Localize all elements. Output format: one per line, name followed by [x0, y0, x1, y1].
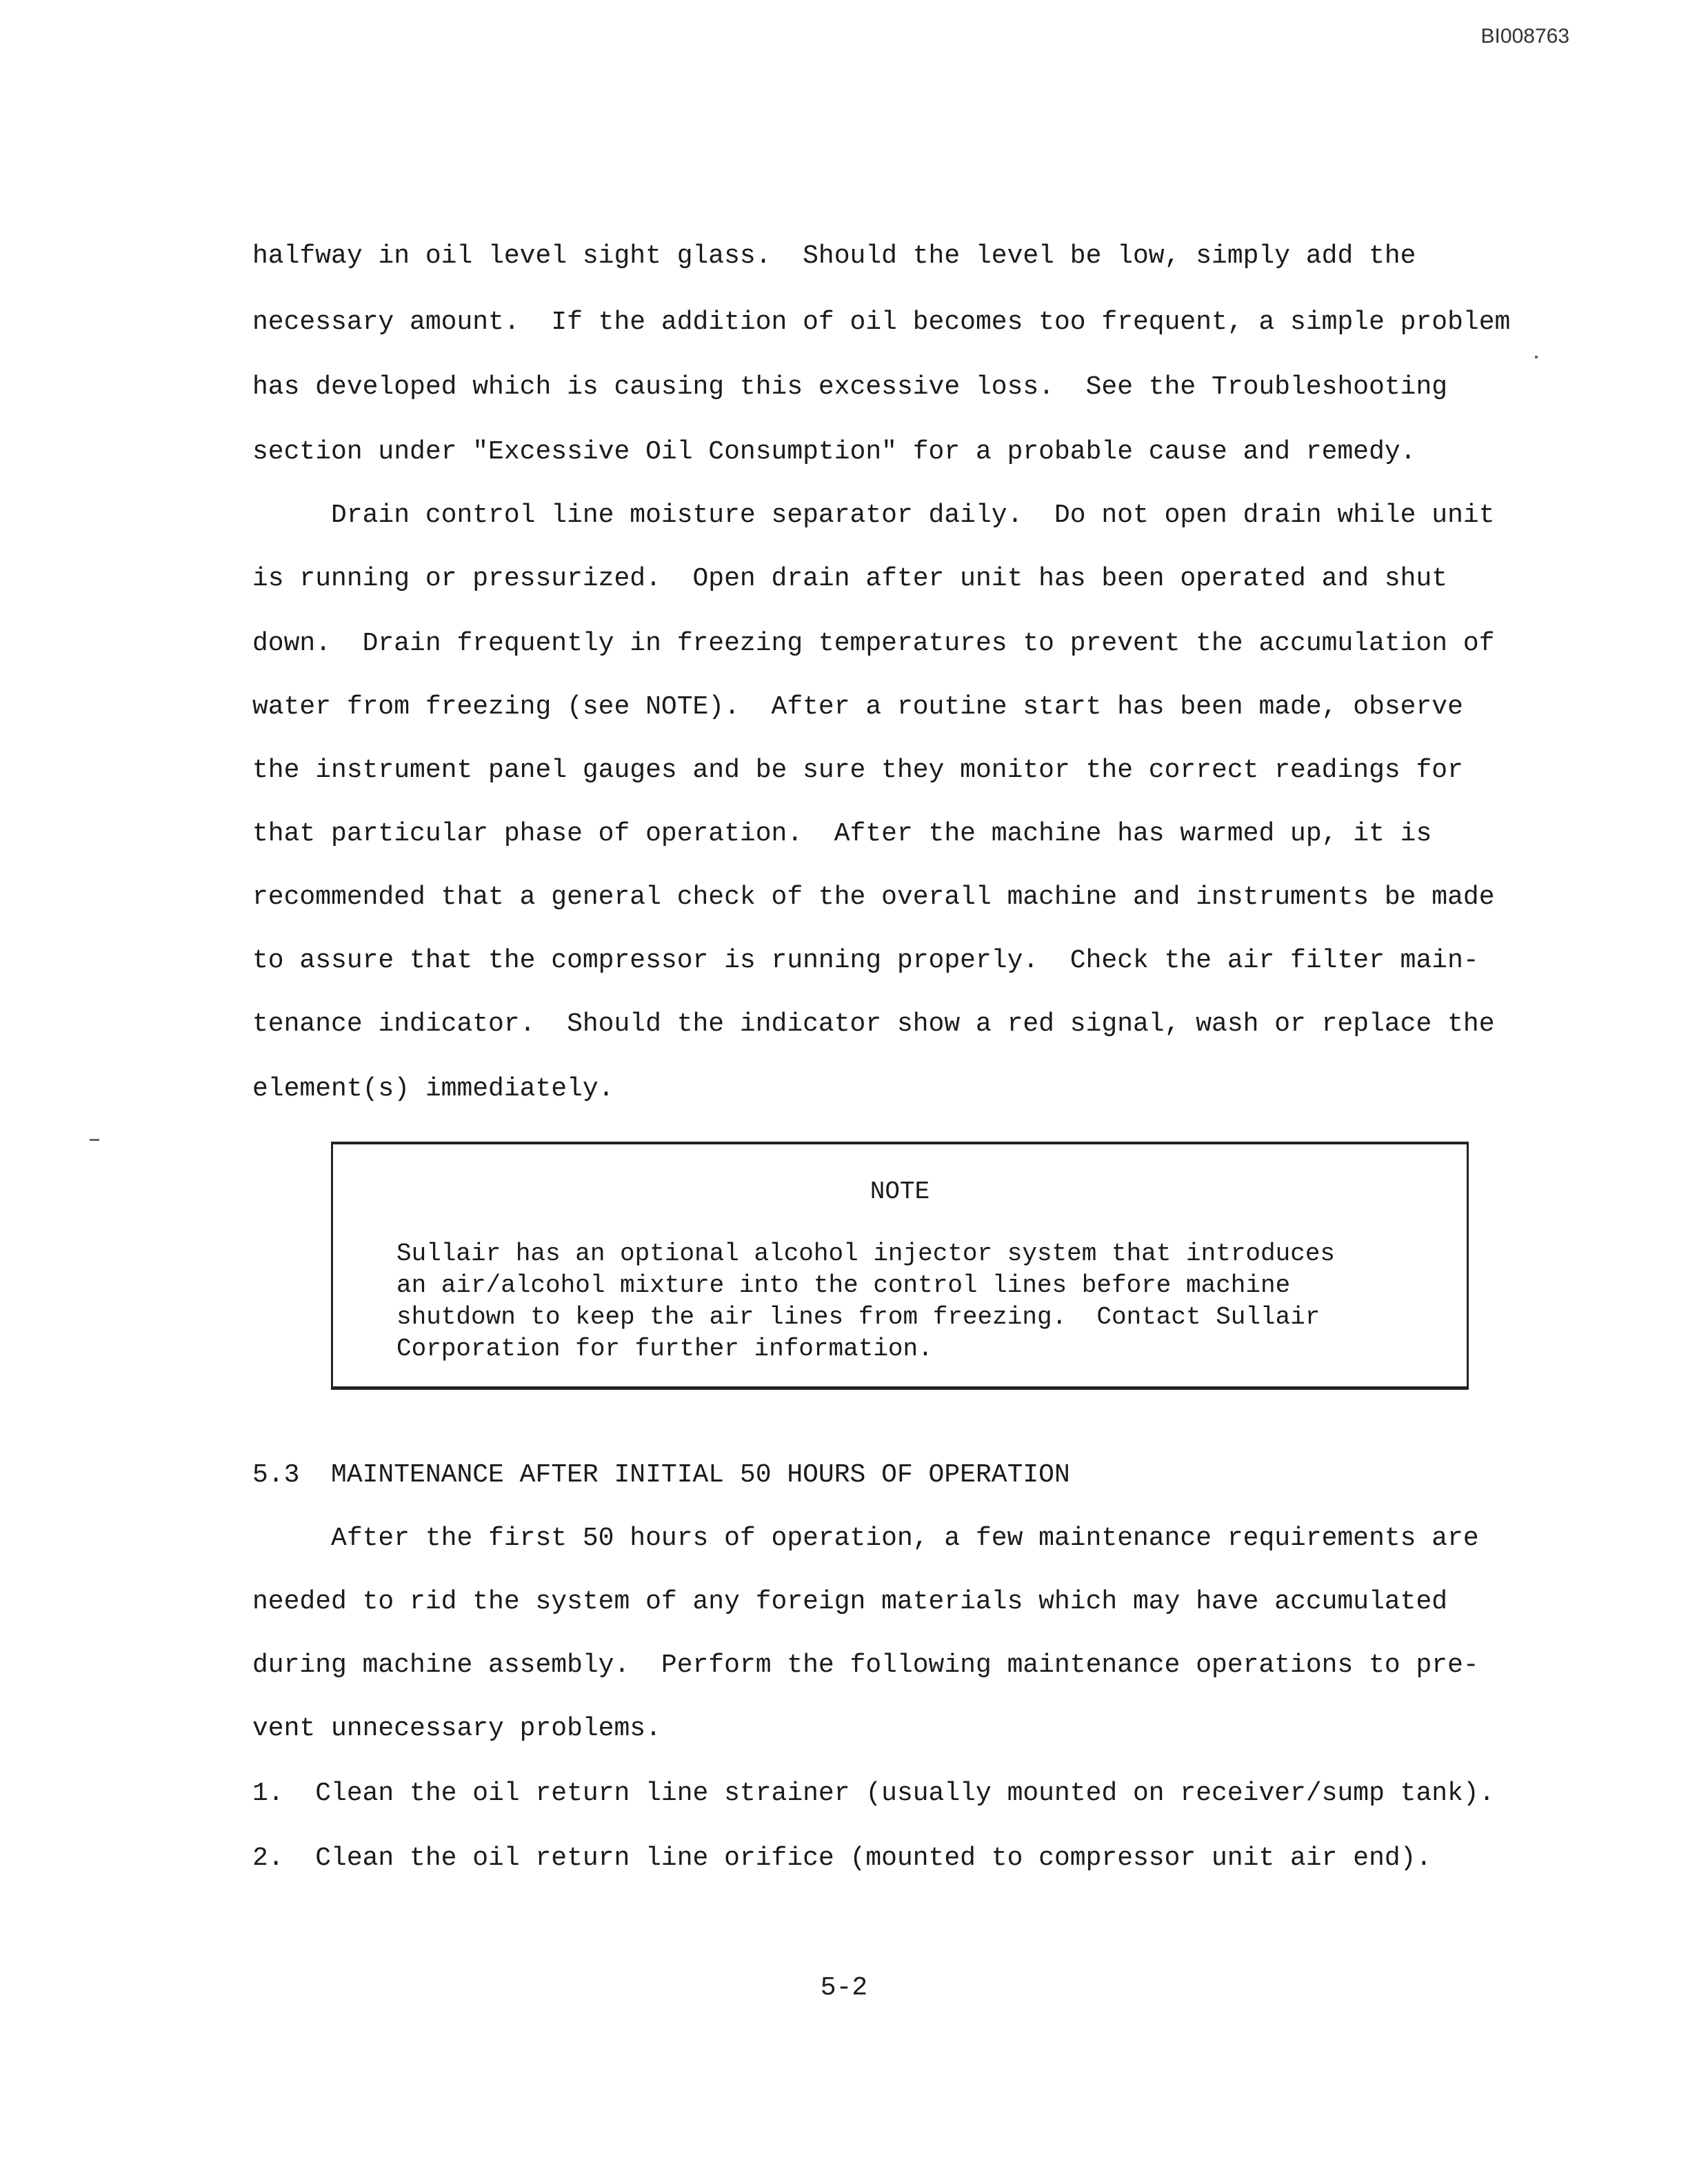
body-line: to assure that the compressor is running properly. Check the air filter main-	[252, 946, 1479, 975]
page-number: 5-2	[820, 1973, 868, 2003]
note-line: Sullair has an optional alcohol injector system that introduces	[396, 1240, 1336, 1268]
list-item: 1. Clean the oil return line strainer (usually mounted on receiver/sump tank).	[252, 1779, 1495, 1808]
body-line: section under "Excessive Oil Consumption" for a probable cause and remedy.	[252, 437, 1416, 467]
document-id: BI008763	[1480, 25, 1569, 48]
note-line: an air/alcohol mixture into the control lines before machine	[396, 1271, 1291, 1300]
section-line: vent unnecessary problems.	[252, 1714, 661, 1743]
note-box	[331, 1142, 1469, 1390]
list-item: 2. Clean the oil return line orifice (mounted to compressor unit air end).	[252, 1843, 1432, 1873]
note-title: NOTE	[870, 1177, 930, 1206]
body-line: necessary amount. If the addition of oil becomes too frequent, a simple problem	[252, 307, 1511, 337]
scan-speck	[1535, 356, 1538, 358]
note-line: Corporation for further information.	[396, 1335, 933, 1363]
body-line: the instrument panel gauges and be sure they monitor the correct readings for	[252, 756, 1463, 785]
body-line: is running or pressurized. Open drain after unit has been operated and shut	[252, 564, 1448, 594]
body-line: that particular phase of operation. After the machine has warmed up, it is	[252, 819, 1432, 849]
note-line: shutdown to keep the air lines from freezing. Contact Sullair	[396, 1303, 1320, 1331]
section-line: After the first 50 hours of operation, a few maintenance requirements are	[252, 1524, 1479, 1553]
section-line: needed to rid the system of any foreign materials which may have accumulated	[252, 1587, 1448, 1617]
section-line: during machine assembly. Perform the following maintenance operations to pre-	[252, 1650, 1479, 1680]
body-line: tenance indicator. Should the indicator show a red signal, wash or replace the	[252, 1009, 1495, 1039]
scan-speck	[90, 1139, 99, 1141]
body-line: has developed which is causing this excessive loss. See the Troubleshooting	[252, 372, 1448, 402]
body-line: recommended that a general check of the overall machine and instruments be made	[252, 882, 1495, 912]
body-line: water from freezing (see NOTE). After a routine start has been made, observe	[252, 692, 1463, 722]
body-line: Drain control line moisture separator daily. Do not open drain while unit	[252, 501, 1495, 530]
body-line: halfway in oil level sight glass. Should the level be low, simply add the	[252, 241, 1416, 271]
section-heading: 5.3 MAINTENANCE AFTER INITIAL 50 HOURS OF OPERATION	[252, 1460, 1070, 1490]
body-line: element(s) immediately.	[252, 1074, 614, 1104]
body-line: down. Drain frequently in freezing temperatures to prevent the accumulation of	[252, 629, 1495, 658]
